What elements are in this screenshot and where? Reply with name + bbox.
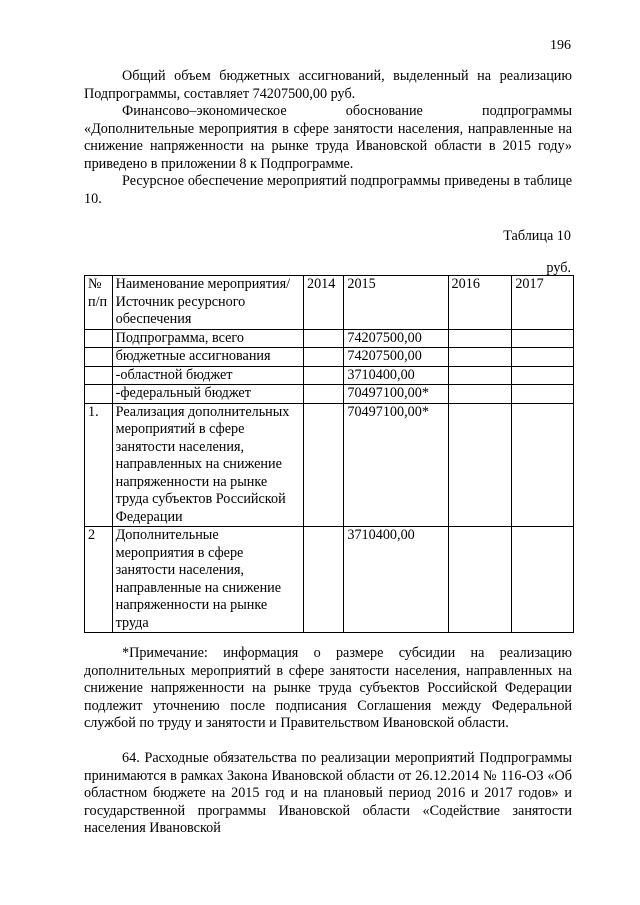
cell-2017 <box>512 348 574 367</box>
cell-2017 <box>512 385 574 404</box>
cell-2016 <box>448 527 512 633</box>
cell-2014 <box>303 329 343 348</box>
cell-2014 <box>303 366 343 385</box>
cell-2015: 74207500,00 <box>344 348 448 367</box>
table-units: руб. <box>546 260 571 276</box>
cell-2014 <box>303 348 343 367</box>
cell-2017 <box>512 329 574 348</box>
cell-name: бюджетные ассигнования <box>112 348 303 367</box>
table-row <box>85 329 574 348</box>
table-header-row <box>85 276 574 330</box>
cell-num: 2 <box>85 527 113 633</box>
header-cell: 2015 <box>344 276 448 330</box>
table-row <box>85 403 574 527</box>
header-cell: Наименование мероприятия/ Источник ресурсного обеспечения <box>112 276 303 330</box>
cell-2014 <box>303 403 343 527</box>
table-caption: Таблица 10 <box>503 228 571 244</box>
cell-2014 <box>303 385 343 404</box>
cell-name: -областной бюджет <box>112 366 303 385</box>
table-row <box>85 385 574 404</box>
cell-num <box>85 366 113 385</box>
cell-2017 <box>512 403 574 527</box>
budget-table <box>84 275 574 633</box>
cell-name: Реализация дополнительных мероприятий в сфере занятости населения, направленных на снижение напряженности на рынке труда субъектов Российской Федерации <box>112 403 303 527</box>
cell-2016 <box>448 403 512 527</box>
paragraph-line: Финансово–экономическое обоснование подпрограммы <box>122 103 572 119</box>
cell-2014 <box>303 527 343 633</box>
header-cell: 2017 <box>512 276 574 330</box>
cell-2015: 3710400,00 <box>344 366 448 385</box>
cell-2017 <box>512 527 574 633</box>
cell-num <box>85 385 113 404</box>
page-number: 196 <box>550 38 571 53</box>
cell-num <box>85 329 113 348</box>
header-cell: № п/п <box>85 276 113 330</box>
cell-name: Подпрограмма, всего <box>112 329 303 348</box>
cell-2015: 70497100,00* <box>344 403 448 527</box>
header-cell: 2016 <box>448 276 512 330</box>
cell-2015: 74207500,00 <box>344 329 448 348</box>
table-row <box>85 366 574 385</box>
cell-num: 1. <box>85 403 113 527</box>
table-row <box>85 527 574 633</box>
paragraph-text: «Дополнительные мероприятия в сфере занятости населения, направленные на снижение напряженности на рынке труда Ивановской области в 2015 году» приведено в приложении 8 к Подпрограмме. <box>84 120 572 172</box>
cell-name: -федеральный бюджет <box>112 385 303 404</box>
cell-num <box>85 348 113 367</box>
paragraph-resources: Ресурсное обеспечение мероприятий подпрограммы приведены в таблице 10. <box>84 173 572 207</box>
cell-2016 <box>448 366 512 385</box>
cell-2016 <box>448 385 512 404</box>
cell-2015: 70497100,00* <box>344 385 448 404</box>
cell-2015: 3710400,00 <box>344 527 448 633</box>
header-cell: 2014 <box>303 276 343 330</box>
cell-2016 <box>448 329 512 348</box>
cell-2016 <box>448 348 512 367</box>
paragraph-economic-justification <box>84 103 572 173</box>
footnote-note: *Примечание: информация о размере субсидии на реализацию дополнительных мероприятий в сфере занятости населения, направленных на снижение напряженности на рынке труда субъектов Российской Федерации подлежит уточнению после подписания Соглашения между Федеральной службой по труду и занятости и Правительством Ивановской области. <box>84 645 572 731</box>
cell-2017 <box>512 366 574 385</box>
paragraph-total-budget: Общий объем бюджетных ассигнований, выделенный на реализацию Подпрограммы, составляет 74207500,00 руб. <box>84 68 572 102</box>
table-row <box>85 348 574 367</box>
cell-name: Дополнительные мероприятия в сфере занятости населения, направленные на снижение напряженности на рынке труда <box>112 527 303 633</box>
paragraph-64: 64. Расходные обязательства по реализации мероприятий Подпрограммы принимаются в рамках Закона Ивановской области от 26.12.2014 № 116-ОЗ «Об областном бюджете на 2015 год и на плановый период 2016 и 2017 годов» и государственной программы Ивановской области «Содействие занятости населения Ивановской <box>84 750 572 836</box>
